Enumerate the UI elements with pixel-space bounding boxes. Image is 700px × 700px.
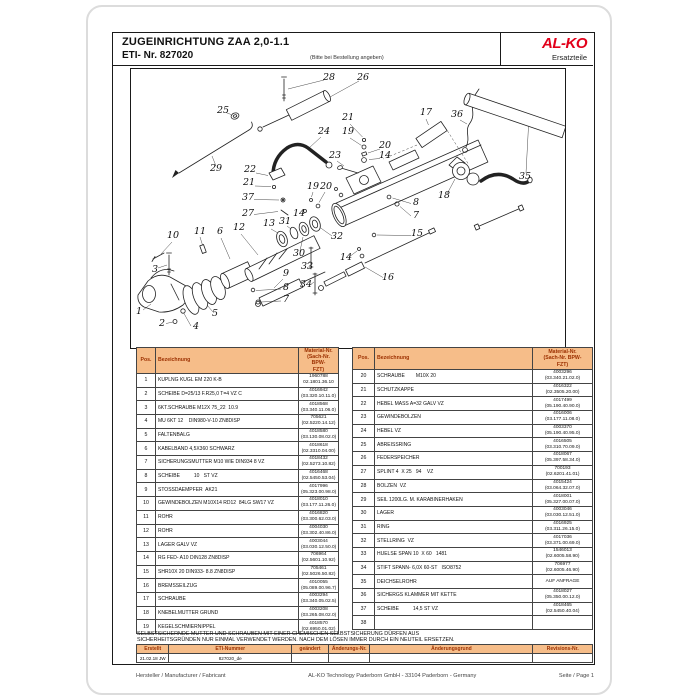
table-row	[353, 411, 593, 425]
header-bezeichnung: Bezeichnung	[156, 348, 299, 374]
callout-25: 25	[216, 105, 230, 116]
cell-bezeichnung: KUPLNG KUGL EM 220 K-B	[156, 373, 299, 387]
callout-14: 14	[292, 208, 306, 219]
table-row	[353, 438, 593, 452]
cell-material: 4018010 (03.177.11.26.0)	[299, 497, 339, 511]
cell-bezeichnung: SICHERGS KLAMMER MIT KETTE	[375, 589, 533, 603]
table-row	[137, 565, 339, 579]
cell-bezeichnung: SEIL 1200LG. M. KARABINERHAKEN	[375, 493, 533, 507]
cell-pos: 35	[353, 575, 375, 589]
cell-material: 700193 (02.6201.41.01)	[533, 465, 593, 479]
disclaimer-line2: SICHERHEITSGRÜNDEN NUR EINMAL VERWENDET WERDEN. NACH DEM LÖSEN IMMER DURCH EIN NEUTEIL ERSETZEN.	[137, 637, 455, 644]
cell-pos: 28	[353, 479, 375, 493]
cell-material: 4016942 (03.320.10.11.0)	[299, 387, 339, 401]
callout-26: 26	[356, 72, 370, 83]
cell-pos: 30	[353, 506, 375, 520]
table-row	[353, 383, 593, 397]
cell-material: 4018568 (03.340.11.06.0)	[299, 401, 339, 415]
cell-pos: 10	[137, 497, 156, 511]
threaded-bolt	[337, 165, 358, 173]
table-row	[137, 497, 339, 511]
callout-7: 7	[282, 294, 290, 305]
brand-subtitle: Ersatzteile	[551, 53, 587, 62]
table-row	[137, 387, 339, 401]
cell-pos: 4	[137, 415, 156, 429]
cell-material: 4018067 (05.397.58.34.0)	[533, 452, 593, 466]
cell-material: 4018618 (02.3310.04.00)	[299, 442, 339, 456]
alko-logo: AL-KO	[542, 35, 587, 52]
disclaimer-line1: SELBSTSICHERNDE MUTTER UND SCHRAUBEN MIT EINER CHEMISCHEN SELBSTSICHERUNG DÜRFEN AUS	[137, 631, 420, 637]
callout-15: 15	[410, 228, 424, 239]
cell-material: 4003296 (03.340.21.02.0)	[533, 370, 593, 384]
cell-pos: 38	[353, 616, 375, 630]
order-note: (Bitte bei Bestellung angeben)	[310, 55, 384, 61]
cell-bezeichnung: RING	[375, 520, 533, 534]
cell-bezeichnung: ABREISSRING	[375, 438, 533, 452]
callout-16: 16	[381, 272, 395, 283]
cell-material: 4004030 (03.302.40.86.0)	[299, 524, 339, 538]
cell-pos: 23	[353, 411, 375, 425]
cell-material: AUF ANFRAGE	[533, 575, 593, 589]
cell-material: 4016468 (02.5450.53.04)	[299, 469, 339, 483]
revision-value-4	[370, 654, 533, 663]
page-footer	[136, 673, 594, 679]
cell-material: 706964 (02.5601.10.92)	[299, 551, 339, 565]
cell-bezeichnung	[375, 616, 533, 630]
callout-36: 36	[450, 109, 464, 120]
revision-header-3: Änderungs-Nr.	[328, 645, 369, 654]
cell-bezeichnung: STIFT SPANN- 6,0X 60-ST ISO8752	[375, 561, 533, 575]
cell-bezeichnung: SICHERUNGSMUTTER M10 WIE DIN934 8 VZ	[156, 456, 299, 470]
table-row	[353, 602, 593, 616]
callout-10: 10	[166, 230, 180, 241]
callout-21: 21	[341, 112, 355, 123]
cell-bezeichnung: KEGELSCHMIERNIPPEL	[156, 620, 299, 634]
table-row	[353, 506, 593, 520]
callout-6: 6	[216, 226, 224, 237]
cell-material: 4016006 (03.177.11.08.0)	[533, 411, 593, 425]
table-row	[353, 397, 593, 411]
header-bezeichnung: Bezeichnung	[375, 348, 533, 370]
cell-pos: 37	[353, 602, 375, 616]
cell-pos: 5	[137, 428, 156, 442]
table-row	[353, 616, 593, 630]
revision-header-row	[137, 645, 593, 654]
revision-header-1: ETI-Nummer	[169, 645, 292, 654]
cell-bezeichnung: 6KT.SCHRAUBE M12X 75_22 10.9	[156, 401, 299, 415]
cell-bezeichnung: BOLZEN VZ	[375, 479, 533, 493]
parts-left-body	[137, 373, 339, 633]
header-material	[299, 348, 339, 374]
header-material	[533, 348, 593, 370]
cell-material: 4017036 (03.371.00.69.0)	[533, 534, 593, 548]
cell-material: 4018465 (02.5450.40.04)	[533, 602, 593, 616]
cell-bezeichnung: STELLRING VZ	[375, 534, 533, 548]
revision-header-4: Änderungsgrund	[370, 645, 533, 654]
cell-bezeichnung: MU 6KT 12 DIN980-V-10 ZN8DISP	[156, 415, 299, 429]
cell-bezeichnung: FALTENBALG	[156, 428, 299, 442]
table-row	[353, 589, 593, 603]
cell-pos: 2	[137, 387, 156, 401]
table-row	[353, 370, 593, 384]
cell-bezeichnung: LAGER GALV VZ	[156, 538, 299, 552]
cell-material: 4003046 (03.030.12.51.0)	[533, 506, 593, 520]
table-row	[137, 373, 339, 387]
revision-header-2: geändert	[291, 645, 328, 654]
cell-pos: 31	[353, 520, 375, 534]
callout-31: 31	[278, 216, 292, 227]
cell-material: 4003044 (03.030.12.50.0)	[299, 538, 339, 552]
table-row	[137, 428, 339, 442]
cell-material: 706977 (02.6005.46.90)	[533, 561, 593, 575]
safety-disclaimer	[137, 631, 593, 644]
footer-company: AL-KO Technology Paderborn GmbH - 33104 Paderborn - Germany	[308, 673, 477, 679]
callout-18: 18	[437, 190, 451, 201]
revision-header-0: Erstellt	[137, 645, 169, 654]
header-material-line2: (Sach-Nr. BPW-	[543, 355, 582, 362]
table-row	[137, 456, 339, 470]
cell-bezeichnung: SPLINT 4 X 25 94 VZ	[375, 465, 533, 479]
cell-material: 4016820 (03.300.62.03.0)	[299, 510, 339, 524]
cell-bezeichnung: GEWINDEBOLZEN	[375, 411, 533, 425]
callout-19: 19	[306, 181, 320, 192]
cell-bezeichnung: KNEBELMUTTER GRUND	[156, 606, 299, 620]
cell-pos: 12	[137, 524, 156, 538]
eti-number: ETI- Nr. 827020	[122, 50, 194, 61]
cell-pos: 6	[137, 442, 156, 456]
table-row	[353, 561, 593, 575]
cell-bezeichnung: HEBEL VZ	[375, 424, 533, 438]
cell-pos: 36	[353, 589, 375, 603]
cell-material	[533, 616, 593, 630]
revision-table	[136, 644, 593, 663]
cell-pos: 9	[137, 483, 156, 497]
cell-pos: 18	[137, 606, 156, 620]
cell-pos: 32	[353, 534, 375, 548]
callout-20: 20	[319, 181, 333, 192]
footer-page-number: Seite / Page 1	[558, 673, 594, 679]
cell-material: 4003294 (03.340.05.02.5)	[299, 592, 339, 606]
cell-pos: 19	[137, 620, 156, 634]
revision-value-2	[291, 654, 328, 663]
header-pos: Pos.	[353, 348, 375, 370]
main-tube	[329, 140, 488, 229]
table-row	[353, 424, 593, 438]
cell-pos: 26	[353, 452, 375, 466]
revision-value-5	[533, 654, 593, 663]
callout-14: 14	[339, 252, 353, 263]
cell-material: 4015424 (03.064.32.07.0)	[533, 479, 593, 493]
cell-bezeichnung: SCHEIBE 10 ST VZ	[156, 469, 299, 483]
cell-pos: 15	[137, 565, 156, 579]
header-material-line1: Material-Nr.	[304, 348, 333, 354]
table-row	[353, 520, 593, 534]
callout-19: 19	[341, 126, 355, 137]
cell-material: 1960788 02.1801.36.10	[299, 373, 339, 387]
cell-material: 705621 (02.5220.14.12)	[299, 415, 339, 429]
cell-bezeichnung: HUELSE SPAN 10 X 60 1481	[375, 547, 533, 561]
diagram-box	[130, 68, 566, 349]
header-material-line1: Material-Nr.	[548, 349, 577, 356]
cell-material: 4017499 (05.190.40.90.0)	[533, 397, 593, 411]
callout-2: 2	[158, 318, 166, 329]
cell-material: 705461 (02.5026.50.82)	[299, 565, 339, 579]
callout-4: 4	[192, 321, 200, 332]
header-material-line2: (Sach-Nr. BPW-	[307, 354, 330, 367]
callout-34: 34	[299, 279, 313, 290]
parts-table-left	[136, 347, 339, 634]
cell-pos: 1	[137, 373, 156, 387]
cell-bezeichnung: STOSSDAEMPFER AK21	[156, 483, 299, 497]
callout-37: 37	[241, 192, 255, 203]
table-row	[137, 442, 339, 456]
callout-8: 8	[282, 282, 290, 293]
cell-pos: 27	[353, 465, 375, 479]
table-row	[137, 510, 339, 524]
cell-material: 4016505 (03.310.70.09.0)	[533, 438, 593, 452]
cell-bezeichnung: SCHRAUBE M10X 20	[375, 370, 533, 384]
cell-bezeichnung: SCHEIBE 14,5 ST VZ	[375, 602, 533, 616]
cell-bezeichnung: HEBEL MASS A=32 GALV VZ	[375, 397, 533, 411]
revision-value-3	[328, 654, 369, 663]
callout-20: 20	[378, 140, 392, 151]
table-row	[137, 579, 339, 593]
cell-pos: 8	[137, 469, 156, 483]
callout-9: 9	[282, 268, 290, 279]
callout-7: 7	[412, 210, 420, 221]
table-row	[353, 534, 593, 548]
cell-bezeichnung: ROHR	[156, 524, 299, 538]
cell-material: 4010055 (05.089.00.96.7)	[299, 579, 339, 593]
cell-material: 4016322 (02.3505.20.00)	[533, 383, 593, 397]
table-row	[137, 538, 339, 552]
cell-bezeichnung: GEWINDEBOLZEN M10X14 RD12 84LG SW17 VZ	[156, 497, 299, 511]
callout-32: 32	[330, 231, 344, 242]
table-row	[353, 465, 593, 479]
parts-table-right	[352, 347, 593, 630]
footer-manufacturer: Hersteller / Manufacturer / Fabricant	[136, 673, 226, 679]
cell-material: 4018001 (05.327.00.07.0)	[533, 493, 593, 507]
callout-12: 12	[232, 222, 246, 233]
cell-bezeichnung: SCHRAUBE	[156, 592, 299, 606]
cell-material: 1546013 (02.6005.58.90)	[533, 547, 593, 561]
right-cluster	[383, 89, 532, 185]
cell-pos: 11	[137, 510, 156, 524]
callout-22: 22	[243, 164, 257, 175]
table-row	[137, 551, 339, 565]
callout-28: 28	[322, 72, 336, 83]
callout-27: 27	[241, 208, 255, 219]
spring-cylinder	[258, 77, 332, 131]
revision-header-5: Revisions-Nr.	[533, 645, 593, 654]
cell-pos: 13	[137, 538, 156, 552]
cell-material: 4018432 (02.5273.10.82)	[299, 456, 339, 470]
callout-13: 13	[262, 218, 276, 229]
callout-3: 3	[151, 264, 159, 275]
cell-bezeichnung: SHR10X 20 DIN933- 8.8 ZN8DISP	[156, 565, 299, 579]
header	[112, 32, 593, 66]
drawbar-tube	[463, 93, 565, 138]
fastener-stack-top	[362, 138, 367, 162]
cell-material: 4018580 (03.130.08.02.0)	[299, 428, 339, 442]
cell-material: 4017996 (05.323.00.98.0)	[299, 483, 339, 497]
table-row	[353, 575, 593, 589]
cell-pos: 29	[353, 493, 375, 507]
cell-pos: 7	[137, 456, 156, 470]
callout-1: 1	[135, 306, 143, 317]
cell-material: 4016925 (03.311.26.15.0)	[533, 520, 593, 534]
revision-value-0: 21.02.18 JW	[137, 654, 169, 663]
callout-14: 14	[378, 150, 392, 161]
parts-right-body	[353, 370, 593, 630]
cell-pos: 16	[137, 579, 156, 593]
revision-value-1: 827020_de	[169, 654, 292, 663]
callout-17: 17	[419, 107, 433, 118]
callout-23: 23	[328, 150, 342, 161]
exploded-diagram	[131, 69, 565, 348]
cell-bezeichnung: DEICHSELROHR	[375, 575, 533, 589]
callout-30: 30	[292, 248, 306, 259]
cell-pos: 34	[353, 561, 375, 575]
table-row	[353, 493, 593, 507]
table-row	[353, 452, 593, 466]
table-row	[137, 401, 339, 415]
header-material-line3: FZT)	[312, 366, 325, 373]
cell-bezeichnung: ROHR	[156, 510, 299, 524]
table-header-row	[137, 348, 339, 374]
cell-pos: 25	[353, 438, 375, 452]
cell-bezeichnung: LAGER	[375, 506, 533, 520]
table-row	[137, 469, 339, 483]
callout-29: 29	[209, 163, 223, 174]
cell-pos: 3	[137, 401, 156, 415]
cell-bezeichnung: SCHUTZKAPPE	[375, 383, 533, 397]
cell-pos: 24	[353, 424, 375, 438]
table-row	[137, 415, 339, 429]
callout-24: 24	[317, 126, 331, 137]
table-row	[353, 547, 593, 561]
cell-pos: 21	[353, 383, 375, 397]
cell-pos: 33	[353, 547, 375, 561]
table-row	[137, 592, 339, 606]
cell-material: 4018570 (02.6950.01.02)	[299, 620, 339, 634]
cell-pos: 14	[137, 551, 156, 565]
cell-pos: 22	[353, 397, 375, 411]
cell-material: 4003370 (05.190.40.95.0)	[533, 424, 593, 438]
callout-8: 8	[412, 197, 420, 208]
table-row	[353, 479, 593, 493]
callout-11: 11	[193, 226, 207, 237]
table-row	[137, 483, 339, 497]
table-header-row	[353, 348, 593, 370]
cell-material: 4018027 (05.350.00.12.0)	[533, 589, 593, 603]
cell-bezeichnung: SCHEIBE D=25/13 F.R25,0 T=4 VZ C	[156, 387, 299, 401]
cell-bezeichnung: RG FED- A10 DIN128 ZN8DISP	[156, 551, 299, 565]
cell-pos: 17	[137, 592, 156, 606]
callout-21: 21	[242, 177, 256, 188]
table-row	[137, 524, 339, 538]
callout-5: 5	[211, 308, 219, 319]
brand-block	[500, 32, 593, 65]
callout-35: 35	[518, 171, 532, 182]
callout-33: 33	[300, 261, 314, 272]
cell-bezeichnung: BREMSSEILZUG	[156, 579, 299, 593]
cell-pos: 20	[353, 370, 375, 384]
cell-material: 4003208 (03.265.08.02.0)	[299, 606, 339, 620]
cell-bezeichnung: FEDERSPEICHER	[375, 452, 533, 466]
header-pos: Pos.	[137, 348, 156, 374]
revision-value-row	[137, 654, 593, 663]
header-material-line3: FZT)	[556, 361, 569, 368]
cell-bezeichnung: KABELBAND 4,5X360 SCHWARZ	[156, 442, 299, 456]
table-row	[137, 606, 339, 620]
page-title: ZUGEINRICHTUNG ZAA 2,0-1.1	[122, 36, 290, 48]
